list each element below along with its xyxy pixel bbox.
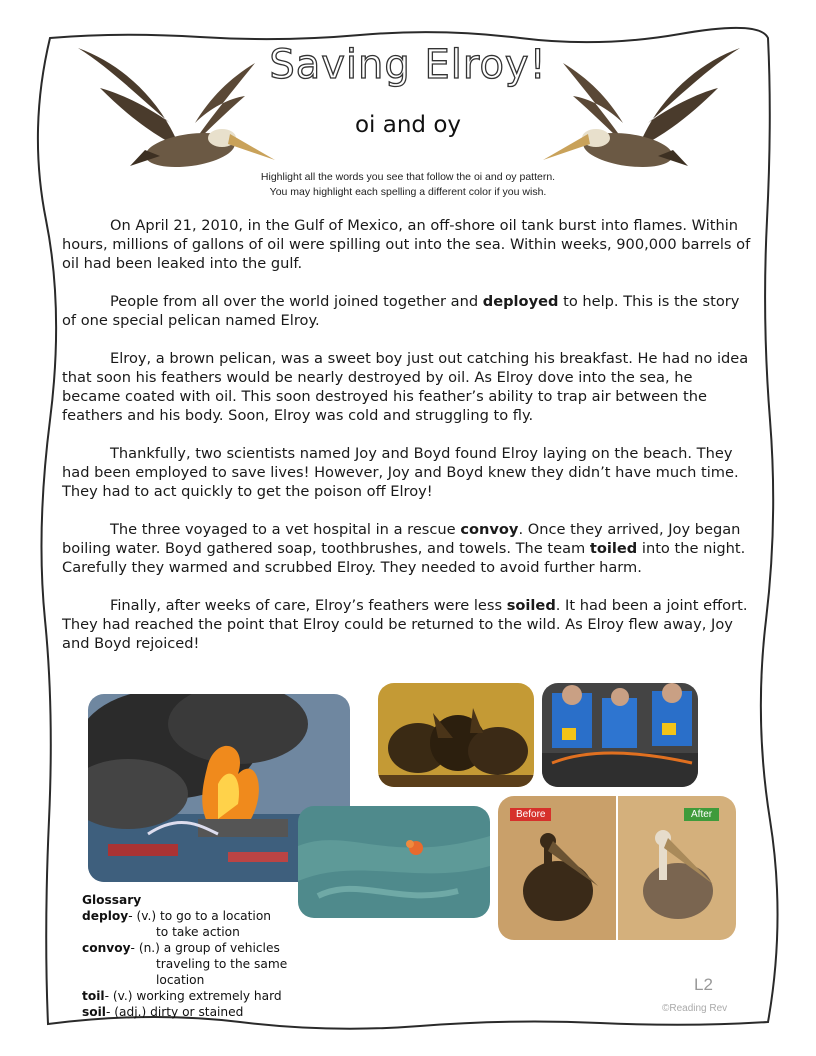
vocab-word-toiled: toiled: [589, 540, 638, 557]
glossary-definition: - (v.) working extremely hard: [104, 989, 282, 1003]
text-run: into the night. Carefully they warmed and scrubbed Elroy. They needed to avoid further harm.: [62, 540, 746, 576]
glossary-entry-toil: [82, 988, 312, 1004]
glossary-definition: - (adj.) dirty or stained: [105, 1005, 244, 1019]
vocab-word-convoy: convoy: [460, 521, 519, 538]
glossary-term: toil: [82, 989, 105, 1003]
copyright: ©Reading Rev: [662, 1003, 728, 1014]
glossary-entry-deploy: [82, 908, 312, 924]
text-run: Finally, after weeks of care, Elroy’s feathers were less: [110, 597, 507, 614]
glossary-definition-continued: location: [156, 973, 205, 987]
rescuers-cleaning-photo: [542, 683, 698, 787]
story-paragraph-2: [62, 292, 752, 330]
page-subtitle: oi and oy: [354, 112, 462, 138]
page-title: Saving Elroy!: [269, 42, 547, 88]
glossary-definition-continued: traveling to the same: [156, 957, 288, 971]
glossary-term: convoy: [82, 941, 131, 955]
story-paragraph-1: On April 21, 2010, in the Gulf of Mexico, an off-shore oil tank burst into flames. Within hours, millions of gallons of oil were spilling out into the sea. Within weeks, 900,000 barrels of oil had been leaked into the gulf.: [62, 217, 751, 272]
glossary-entry-soil: [82, 1004, 312, 1020]
text-run: The three voyaged to a vet hospital in a rescue: [110, 521, 461, 538]
story-paragraph-4: Thankfully, two scientists named Joy and Boyd found Elroy laying on the beach. They had been employed to save lives! However, Joy and Boyd knew they didn’t have much time. They had to act quickly to get the poison off Elroy!: [62, 445, 739, 500]
instructions-line-2: You may highlight each spelling a different color if you wish.: [269, 186, 547, 198]
glossary-definition-continued: to take action: [156, 925, 240, 939]
story-paragraph-5: [62, 520, 752, 577]
vocab-word-soiled: soiled: [506, 597, 556, 614]
glossary-term: deploy: [82, 909, 129, 923]
text-run: People from all over the world joined together and: [110, 293, 483, 310]
story-paragraph-6: [62, 596, 752, 653]
text-run: . Once they arrived, Joy began boiling water. Boyd gathered soap, toothbrushes, and towels. The team: [62, 521, 741, 557]
oiled-pelicans-photo: [378, 683, 534, 787]
text-run: to help. This is the story of one special pelican named Elroy.: [62, 293, 740, 329]
glossary-entry-convoy: [82, 940, 312, 956]
story-paragraph-3: Elroy, a brown pelican, was a sweet boy just out catching his breakfast. He had no idea that soon his feathers would be nearly destroyed by oil. As Elroy dove into the sea, he became coated with oil. This soon destroyed his feather’s ability to trap air between the feathers and his body. Soon, Elroy was cold and struggling to fly.: [62, 350, 749, 424]
oil-slick-aerial-photo: [298, 806, 490, 918]
before-label: Before: [510, 808, 551, 821]
glossary: [82, 892, 312, 1020]
glossary-term: soil: [82, 1005, 106, 1019]
level-indicator: L2: [694, 975, 713, 994]
after-label: After: [684, 808, 719, 821]
text-run: . It had been a joint effort. They had reached the point that Elroy could be returned to the wild. As Elroy flew away, Joy and Boyd rejoiced!: [62, 597, 748, 652]
story-text: [62, 216, 752, 672]
vocab-word-deployed: deployed: [482, 293, 559, 310]
glossary-definition: - (n.) a group of vehicles: [130, 941, 280, 955]
glossary-heading: Glossary: [82, 893, 142, 907]
instructions-line-1: Highlight all the words you see that follow the oi and oy pattern.: [260, 171, 556, 183]
glossary-definition: - (v.) to go to a location: [128, 909, 271, 923]
instructions: [0, 170, 816, 200]
